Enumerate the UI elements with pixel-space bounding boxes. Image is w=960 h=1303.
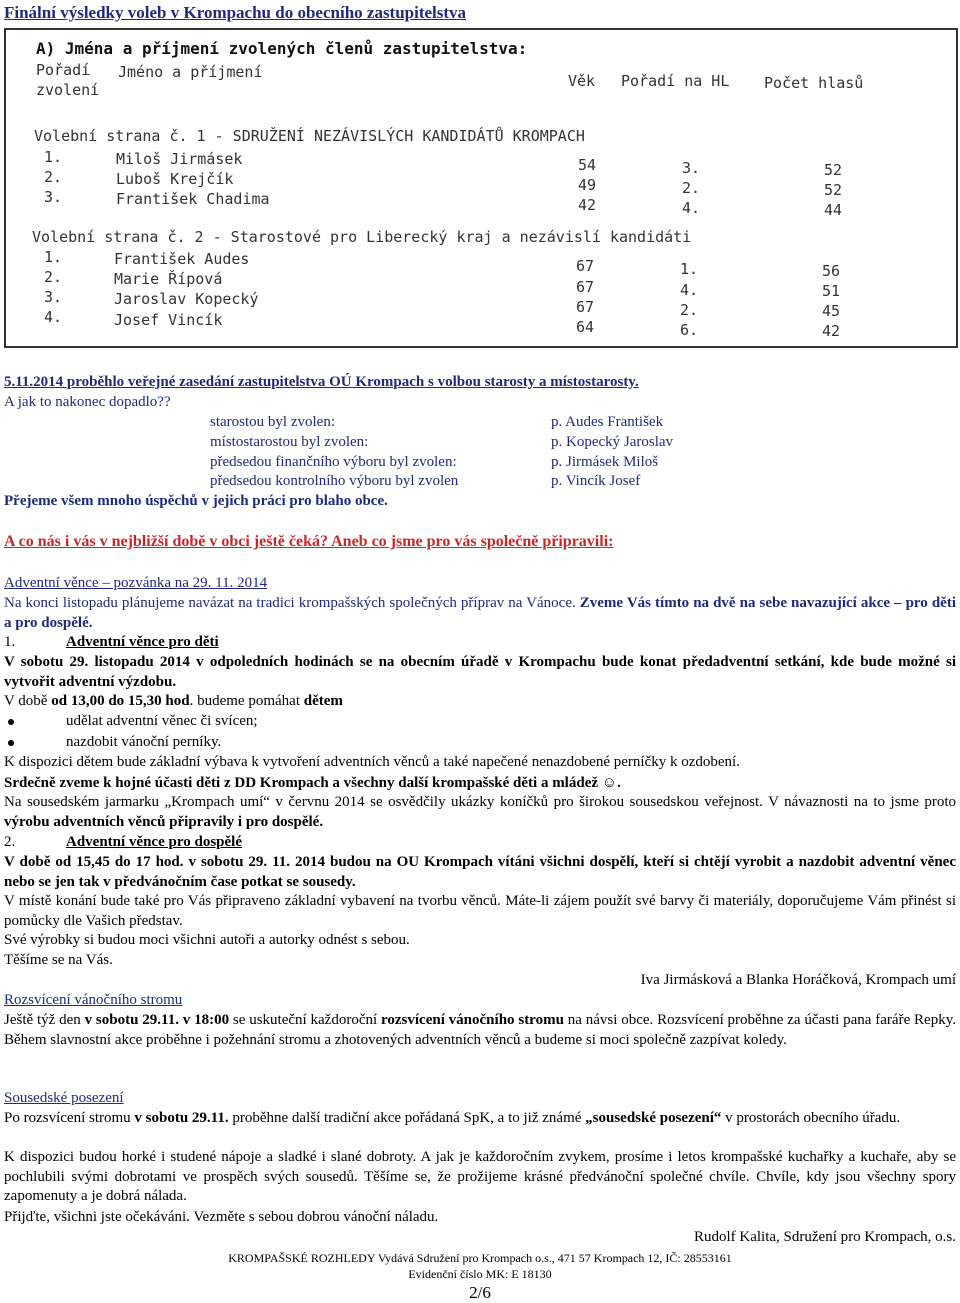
- take-home: Své výrobky si budou moci všichni autoři a autorky odnést s sebou.: [4, 932, 410, 948]
- teaser-heading: A co nás i vás v nejbližší době v obci ještě čeká? Aneb co jsme pro vás společně připravili:: [4, 533, 614, 550]
- role-person: p. Kopecký Jaroslav: [551, 434, 674, 450]
- party-2-row-votes: 51: [822, 282, 841, 300]
- party-2-row-votes: 45: [822, 302, 841, 320]
- adults-number: 2.: [4, 834, 16, 850]
- how-ended: A jak to nakonec dopadlo??: [4, 394, 171, 410]
- bullet-item: udělat adventní věnec či svícen;: [66, 713, 258, 729]
- role-person: p. Audes František: [551, 414, 664, 430]
- party-2-title: Volební strana č. 2 - Starostové pro Liberecký kraj a nezávislí kandidáti: [32, 228, 692, 246]
- bullet-icon: [8, 740, 14, 746]
- role-person: p. Jirmásek Miloš: [551, 454, 659, 470]
- kids-time-bold: od 13,00 do 15,30 hod: [51, 693, 190, 709]
- party-1-row-pos: 2.: [682, 179, 701, 197]
- page-number: 2/6: [469, 1283, 491, 1302]
- advent-intro-bold: Zveme Vás tímto na dvě na sebe navazující akce – pro děti a pro dospělé.: [4, 595, 956, 631]
- wish-line: Přejeme všem mnoho úspěchů v jejich práci pro blaho obce.: [4, 493, 388, 509]
- market-paragraph: [4, 793, 956, 832]
- party-2-row-pos: 1.: [680, 260, 699, 278]
- market-bold: výrobu adventních věnců připravily i pro dospělé.: [4, 813, 324, 830]
- kids-time-mid: . budeme pomáhat: [189, 693, 304, 709]
- kids-number: 1.: [4, 634, 16, 650]
- party-2-row-pos: 2.: [680, 301, 699, 319]
- neighbors-paragraph-3: Přijďte, všichni jste očekáváni. Vezměte s sebou dobrou vánoční náladu.: [4, 1209, 439, 1225]
- party-1-row-num: 2.: [44, 168, 63, 186]
- party-1-row-votes: 52: [824, 161, 843, 179]
- party-2-row-pos: 6.: [680, 321, 699, 339]
- tree-bold-event: rozsvícení vánočního stromu: [380, 1012, 564, 1028]
- role-label: předsedou finančního výboru byl zvolen:: [210, 454, 457, 470]
- tree-text: Ještě týž den: [4, 1012, 85, 1028]
- party-2-row-age: 67: [576, 298, 595, 316]
- neighbors-title: Sousedské posezení: [4, 1090, 124, 1106]
- adults-material: V místě konání bude také pro Vás připraveno základní vybavení na tvorbu věnců. Máte-li zájem použít své barvy či materiály, doporučujeme Vám přinést si pomůcky dle Vašich představ.: [4, 893, 956, 929]
- col-zvoleni: zvolení: [36, 81, 100, 99]
- role-label: místostarostou byl zvolen:: [210, 434, 369, 450]
- party-2-row-num: 1.: [44, 248, 63, 266]
- role-label: starostou byl zvolen:: [210, 414, 335, 430]
- neighbors-paragraph-1: [4, 1109, 956, 1129]
- role-label: předsedou kontrolního výboru byl zvolen: [210, 473, 459, 489]
- party-1-row-name: Luboš Krejčík: [116, 170, 234, 188]
- party-1-row-votes: 52: [824, 181, 843, 199]
- party-2-row-num: 2.: [44, 268, 63, 286]
- advent-intro-text: Na konci listopadu plánujeme navázat na tradici krompašských společných příprav na Vánoce.: [4, 595, 580, 611]
- footer-registration: Evidenční číslo MK: E 18130: [408, 1267, 552, 1281]
- col-pocet: Počet hlasů: [764, 74, 864, 92]
- neighbors-text: Po rozsvícení stromu: [4, 1110, 135, 1126]
- neighbors-paragraph-2: K dispozici budou horké i studené nápoje a sladké i slané dobroty. A jak je každoročním zvykem, prosíme i letos krompašské kuchařky a kuchaře, aby se pochlubili svými dobrotami ve prospěch svých sousedů. Těšíme se, že prožijeme krásné předvánoční společné chvíle. Chvíle, kdy jsou všechny spory zapomenuty a je dobrá nálada.: [4, 1149, 956, 1205]
- tree-title: Rozsvícení vánočního stromu: [4, 992, 183, 1008]
- scan-heading: A) Jména a příjmení zvolených členů zastupitelstva:: [36, 39, 528, 58]
- party-1-row-num: 1.: [44, 148, 63, 166]
- party-2-row-num: 3.: [44, 288, 63, 306]
- party-1-row-age: 54: [578, 156, 597, 174]
- advent-signature: Iva Jirmásková a Blanka Horáčková, Krompach umí: [640, 972, 956, 988]
- party-1-row-age: 42: [578, 196, 597, 214]
- neighbors-bold-event: „sousedské posezení“: [585, 1110, 722, 1126]
- looking-forward: Těšíme se na Vás.: [4, 952, 113, 968]
- party-2-row-pos: 4.: [680, 281, 699, 299]
- kids-time-prefix: V době: [4, 693, 52, 709]
- tree-text-mid: se uskuteční každoroční: [229, 1012, 381, 1028]
- party-2-row-name: Josef Vincík: [114, 311, 223, 329]
- party-2-row-name: František Audes: [114, 250, 250, 268]
- market-text: Na sousedském jarmarku „Krompach umí“ v červnu 2014 se osvědčily ukázky koníčků pro širokou sousedskou veřejnost. V návaznosti na to jsme proto: [4, 794, 956, 810]
- role-person: p. Vincík Josef: [551, 473, 641, 489]
- neighbors-text-mid: proběhne další tradiční akce pořádaná SpK, a to již známé: [228, 1110, 586, 1126]
- party-1-row-pos: 3.: [682, 159, 701, 177]
- bullet-item: nazdobit vánoční perníky.: [66, 734, 222, 750]
- adults-text: V době od 15,45 do 17 hod. v sobotu 29. 11. 2014 budou na OU Krompach vítáni všichni dospělí, kteří si chtějí vyrobit a nazdobit adventní věnec nebo se jen tak v předvánočním čase potkat se sousedy.: [4, 854, 956, 890]
- party-2-row-votes: 42: [822, 322, 841, 340]
- party-1-row-age: 49: [578, 176, 597, 194]
- neighbors-text-end: v prostorách obecního úřadu.: [721, 1110, 901, 1126]
- col-poradi-hl: Pořadí na HL: [621, 72, 730, 90]
- kids-time: [4, 692, 343, 710]
- party-1-row-pos: 4.: [682, 199, 701, 217]
- page-title: Finální výsledky voleb v Krompachu do obecního zastupitelstva: [4, 3, 467, 22]
- kids-title: Adventní věnce pro děti: [66, 634, 219, 650]
- kids-time-end: dětem: [303, 693, 343, 709]
- session-line: 5.11.2014 proběhlo veřejné zasedání zastupitelstva OÚ Krompach s volbou starosty a místostarosty.: [4, 374, 639, 390]
- party-2-row-num: 4.: [44, 308, 63, 326]
- party-2-row-age: 67: [576, 278, 595, 296]
- kids-text: V sobotu 29. listopadu 2014 v odpoledních hodinách se na obecním úřadě v Krompachu bude konat předadventní setkání, kde bude možné si vytvořit adventní výzdobu.: [4, 654, 956, 690]
- neighbors-bold-date: v sobotu 29.11.: [134, 1110, 229, 1126]
- tree-paragraph: [4, 1011, 956, 1050]
- tree-text-end: na návsi obce. Rozsvícení proběhne za účasti pana faráře Repky. Během slavnostní akce proběhne i požehnání stromu a zhotovených adventních věnců a budeme si moci společně zazpívat koledy.: [4, 1012, 956, 1048]
- party-1-row-votes: 44: [824, 201, 843, 219]
- party-2-row-name: Jaroslav Kopecký: [114, 290, 259, 308]
- party-2-row-name: Marie Řípová: [114, 270, 223, 288]
- party-1-row-name: František Chadima: [116, 190, 270, 208]
- col-vek: Věk: [568, 72, 596, 90]
- kids-material: K dispozici dětem bude základní výbava k vytvoření adventních věnců a také napečené nenazdobené perníčky k ozdobení.: [4, 754, 740, 770]
- party-1-row-name: Miloš Jirmásek: [116, 150, 243, 168]
- col-poradi: Pořadí: [36, 61, 91, 79]
- party-1-row-num: 3.: [44, 188, 63, 206]
- party-2-row-age: 64: [576, 318, 595, 336]
- tree-bold-date: v sobotu 29.11. v 18:00: [84, 1012, 230, 1028]
- kids-invite: Srdečně zveme k hojné účasti děti z DD Krompach a všechny další krompašské děti a mládež ☺.: [4, 775, 621, 791]
- party-2-row-votes: 56: [822, 262, 841, 280]
- footer-publisher: KROMPAŠSKÉ ROZHLEDY Vydává Sdružení pro Krompach o.s., 471 57 Krompach 12, IČ: 28553161: [228, 1251, 732, 1265]
- adults-title: Adventní věnce pro dospělé: [66, 834, 242, 850]
- advent-title: Adventní věnce – pozvánka na 29. 11. 2014: [4, 575, 268, 591]
- party-2-row-age: 67: [576, 257, 595, 275]
- bullet-icon: [8, 719, 14, 725]
- party-1-title: Volební strana č. 1 - SDRUŽENÍ NEZÁVISLÝCH KANDIDÁTŮ KROMPACH: [34, 127, 585, 145]
- col-jmeno: Jméno a příjmení: [118, 63, 263, 81]
- advent-intro: [4, 594, 956, 633]
- scanned-results-box: [4, 28, 958, 348]
- neighbors-signature: Rudolf Kalita, Sdružení pro Krompach, o.s.: [693, 1229, 956, 1245]
